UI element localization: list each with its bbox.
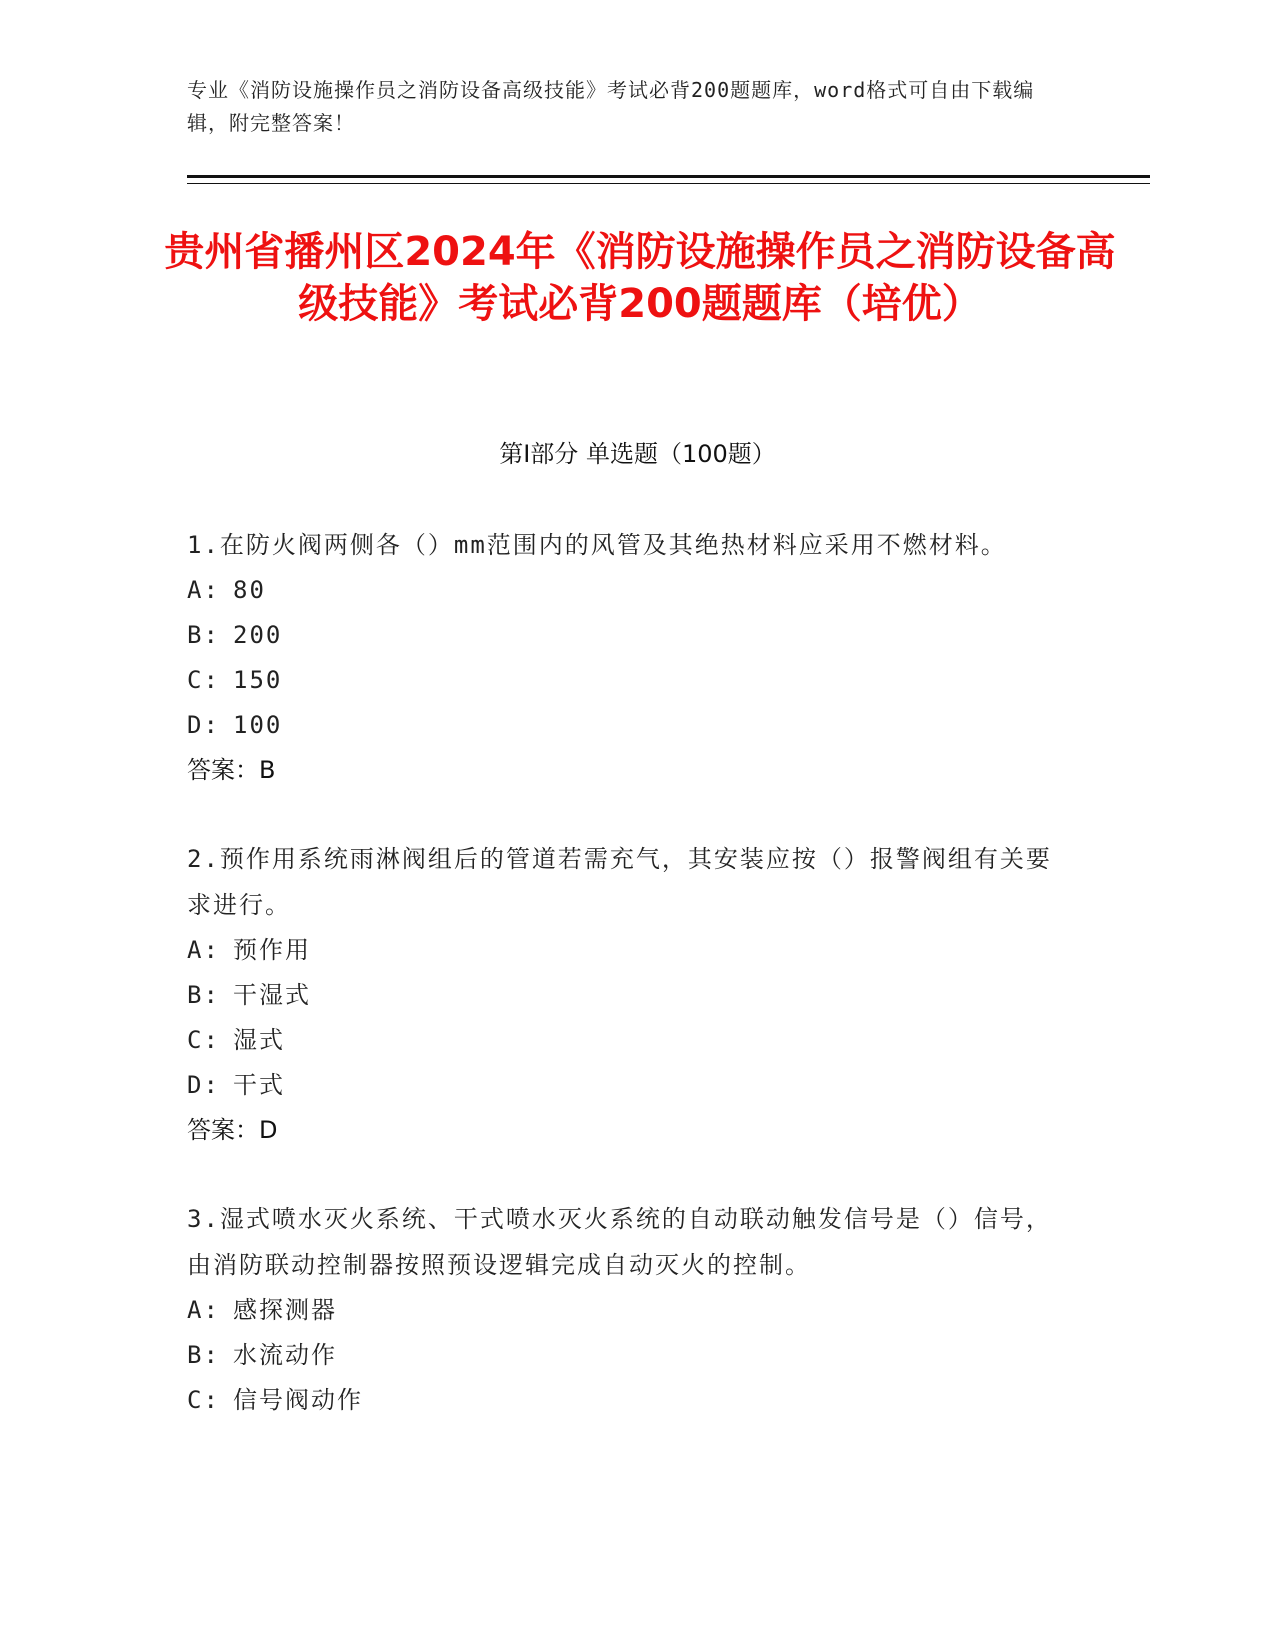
option-key: A:: [187, 1296, 220, 1324]
option-key: C:: [187, 1026, 220, 1054]
question-2: [187, 836, 1067, 1153]
option-c: [187, 658, 1067, 703]
option-text: 80: [233, 576, 266, 604]
option-b: [187, 1333, 1067, 1378]
question-stem: 1.在防火阀两侧各（）mm范围内的风管及其绝热材料应采用不燃材料。: [187, 531, 1007, 559]
option-key: B:: [187, 1341, 220, 1369]
option-text: 干湿式: [233, 981, 311, 1009]
option-key: D:: [187, 1071, 220, 1099]
option-d: [187, 703, 1067, 748]
document-title: 贵州省播州区2024年《消防设施操作员之消防设备高级技能》考试必背200题题库（培优）: [164, 229, 1116, 327]
option-b: [187, 613, 1067, 658]
option-a: [187, 1288, 1067, 1333]
option-text: 100: [233, 711, 283, 739]
header-divider-thin: [187, 183, 1150, 184]
option-text: 150: [233, 666, 283, 694]
header-note: 专业《消防设施操作员之消防设备高级技能》考试必背200题题库，word格式可自由下载编辑，附完整答案！: [187, 78, 1035, 135]
header-divider-thick: [187, 175, 1150, 178]
option-a: [187, 928, 1067, 973]
option-key: A:: [187, 936, 220, 964]
option-key: C:: [187, 666, 220, 694]
option-text: 预作用: [233, 936, 311, 964]
option-text: 水流动作: [233, 1341, 337, 1369]
option-b: [187, 973, 1067, 1018]
question-stem: 2.预作用系统雨淋阀组后的管道若需充气，其安装应按（）报警阀组有关要求进行。: [187, 845, 1052, 919]
option-key: D:: [187, 711, 220, 739]
option-key: B:: [187, 621, 220, 649]
section-title: 第Ⅰ部分 单选题（100题）: [499, 440, 776, 468]
option-a: [187, 568, 1067, 613]
option-text: 湿式: [233, 1026, 285, 1054]
option-key: C:: [187, 1386, 220, 1414]
option-text: 信号阀动作: [233, 1386, 363, 1414]
option-c: [187, 1018, 1067, 1063]
option-d: [187, 1063, 1067, 1108]
question-1: [187, 522, 1067, 793]
answer: 答案：D: [187, 1116, 278, 1144]
question-3: [187, 1196, 1067, 1423]
option-c: [187, 1378, 1067, 1423]
answer: 答案：B: [187, 756, 276, 784]
option-text: 200: [233, 621, 283, 649]
option-key: A:: [187, 576, 220, 604]
option-text: 干式: [233, 1071, 285, 1099]
question-list: [187, 522, 1067, 1466]
option-key: B:: [187, 981, 220, 1009]
option-text: 感探测器: [233, 1296, 337, 1324]
question-stem: 3.湿式喷水灭火系统、干式喷水灭火系统的自动联动触发信号是（）信号，由消防联动控制器按照预设逻辑完成自动灭火的控制。: [187, 1205, 1052, 1279]
